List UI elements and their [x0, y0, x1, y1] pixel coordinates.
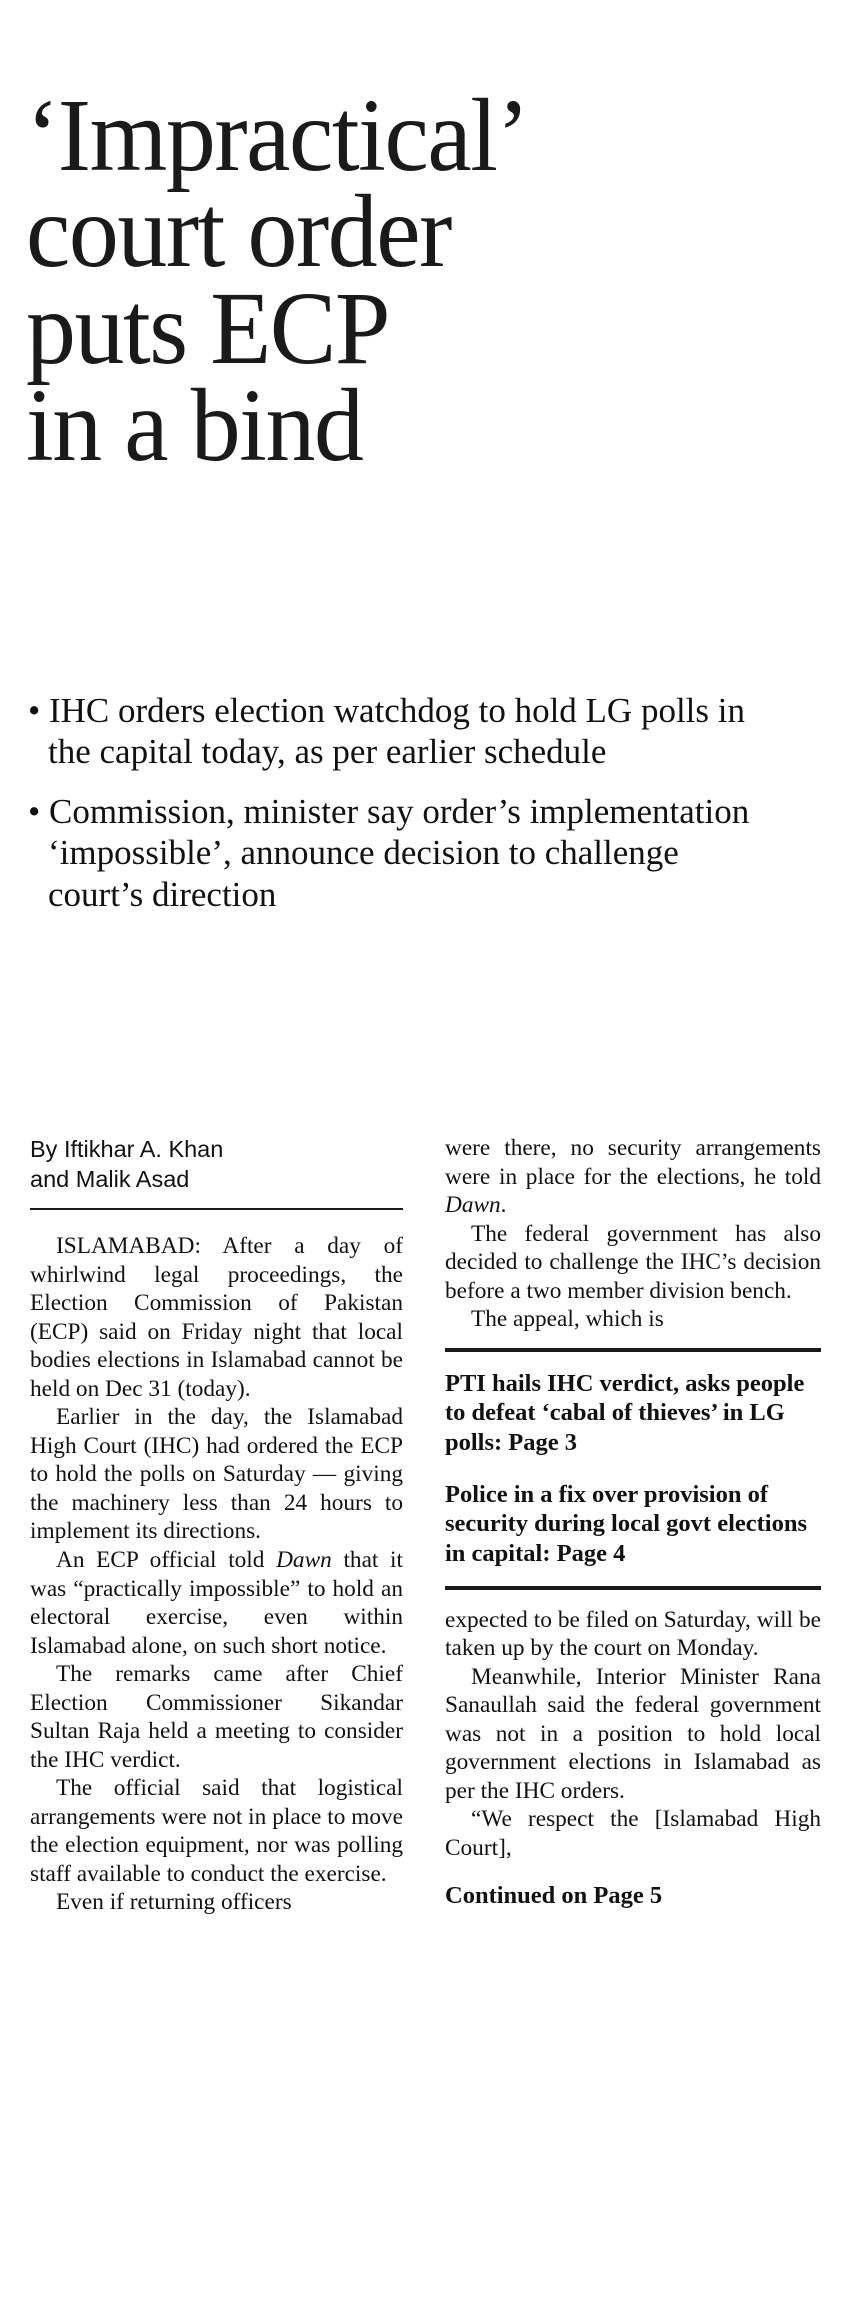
- publication-name: Dawn: [276, 1547, 332, 1573]
- headline-line-2: court order: [26, 174, 451, 290]
- body-paragraph: [30, 1546, 403, 1660]
- body-paragraph: The federal government has also decided to challenge the IHC’s decision before a two member division bench.: [445, 1220, 821, 1304]
- body-paragraph: Even if returning officers: [56, 1889, 292, 1916]
- body-paragraph: The remarks came after Chief Election Commissioner Sikandar Sultan Raja held a meeting to consider the IHC verdict.: [30, 1661, 403, 1773]
- article-column-left: [30, 1134, 403, 1917]
- publication-name: Dawn: [445, 1192, 501, 1219]
- related-story-link[interactable]: Police in a fix over provision of security during local govt elections in capital: Page 4: [445, 1480, 808, 1567]
- paragraph-text-part: that it was “practically impossible” to hold an electoral exercise, even within Islamabad alone, on such short notice.: [30, 1547, 404, 1659]
- continued-on-page[interactable]: Continued on Page 5: [445, 1882, 663, 1910]
- headline-line-3: puts ECP: [26, 271, 389, 387]
- body-paragraph: ISLAMABAD: After a day of whirlwind legal proceedings, the Election Commission of Pakistan (ECP) said on Friday night that local bodies elections in Islamabad cannot be held on Dec 31 (today).: [30, 1233, 403, 1402]
- body-paragraph: The appeal, which is: [471, 1306, 664, 1333]
- body-paragraph: [445, 1134, 821, 1220]
- paragraph-text-part: .: [500, 1192, 507, 1219]
- byline: [30, 1134, 403, 1194]
- page-title: [26, 77, 794, 483]
- headline-line-4: in a bind: [26, 367, 363, 483]
- byline-line-1: By Iftikhar A. Khan: [30, 1136, 224, 1162]
- deck-bullet-2: • Commission, minister say order’s implementation ‘impossible’, announce decision to challenge court’s direction: [28, 791, 750, 914]
- body-paragraph: “We respect the [Islamabad High Court],: [445, 1806, 821, 1861]
- paragraph-text-part: An ECP official told: [56, 1547, 277, 1573]
- body-paragraph: The official said that logistical arrangements were not in place to move the election equipment, nor was polling staff available to conduct the exercise.: [30, 1775, 403, 1887]
- article-column-right: [445, 1134, 821, 1910]
- related-stories-box: [445, 1348, 821, 1590]
- body-paragraph: Earlier in the day, the Islamabad High Court (IHC) had ordered the ECP to hold the polls on Saturday — giving the machinery less than 24 hours to implement its directions.: [30, 1404, 403, 1545]
- promo-bottom-rule: [445, 1586, 821, 1590]
- headline-line-1: ‘Impractical’: [26, 77, 529, 193]
- byline-divider: [30, 1208, 403, 1210]
- byline-line-2: and Malik Asad: [30, 1166, 190, 1193]
- deck-bullet-1: • IHC orders election watchdog to hold LG polls in the capital today, as per earlier schedule: [28, 691, 745, 772]
- paragraph-text-part: were there, no security arrangements were in place for the elections, he told: [445, 1135, 821, 1190]
- headline-deck: [28, 690, 768, 915]
- body-paragraph: expected to be filed on Saturday, will be taken up by the court on Monday.: [445, 1606, 821, 1662]
- related-story-link[interactable]: PTI hails IHC verdict, asks people to defeat ‘cabal of thieves’ in LG polls: Page 3: [445, 1369, 805, 1456]
- body-paragraph: Meanwhile, Interior Minister Rana Sanaullah said the federal government was not in a position to hold local government elections in Islamabad as per the IHC orders.: [445, 1663, 821, 1804]
